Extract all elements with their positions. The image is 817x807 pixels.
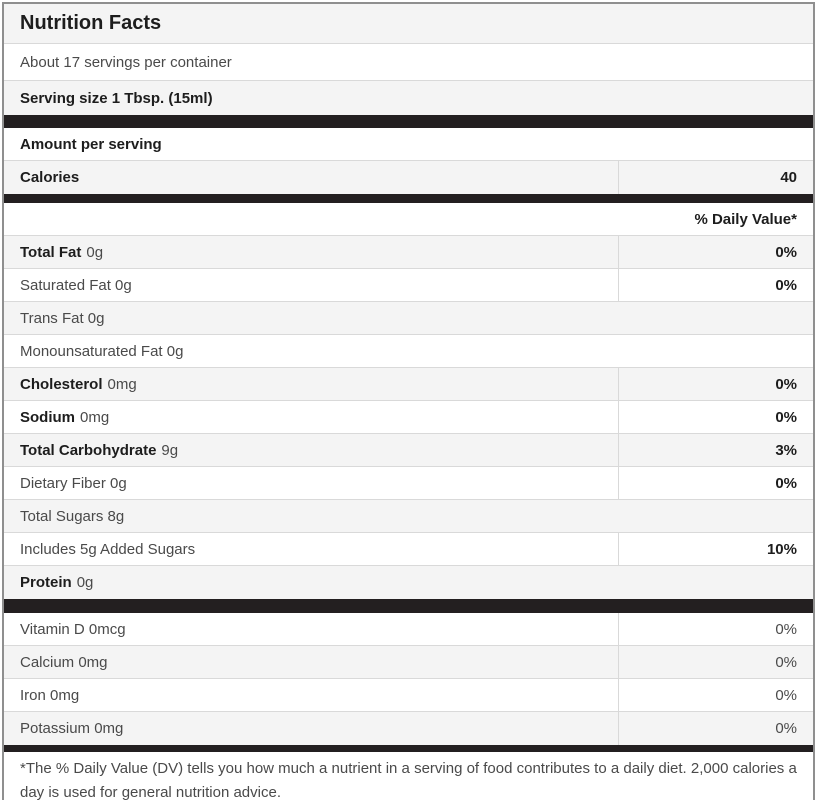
nutrient-amount: 0g [86, 243, 104, 261]
page-title: Nutrition Facts [20, 12, 162, 34]
nutrient-daily-value: 0% [618, 368, 813, 400]
calories-value: 40 [618, 161, 813, 194]
nutrient-row-cholesterol [4, 368, 813, 401]
calories-row [4, 161, 813, 194]
section-divider-bar [4, 745, 813, 752]
nutrition-facts-panel [2, 2, 815, 800]
nutrient-label [4, 269, 618, 301]
nutrient-row-total-sugars [4, 500, 813, 533]
nutrient-amount: 9g [161, 441, 179, 459]
serving-size-row [4, 81, 813, 115]
nutrient-amount: 0g [76, 574, 94, 591]
micronutrient-row-potassium [4, 712, 813, 745]
micronutrient-row-vitamin-d [4, 613, 813, 646]
nutrient-name: Cholesterol [20, 375, 103, 393]
nutrient-row-trans-fat [4, 302, 813, 335]
nutrient-label [4, 236, 618, 268]
amount-per-serving-text: Amount per serving [20, 135, 162, 153]
nutrient-amount: Trans Fat 0g [20, 309, 105, 327]
section-divider-bar [4, 194, 813, 203]
servings-per-container-text: About 17 servings per container [20, 53, 232, 71]
nutrient-row-dietary-fiber [4, 467, 813, 500]
micronutrient-row-iron [4, 679, 813, 712]
nutrient-label [4, 467, 618, 499]
nutrient-label [4, 500, 813, 532]
daily-value-header-row [4, 203, 813, 236]
nutrient-row-total-fat [4, 236, 813, 269]
servings-per-container-row [4, 44, 813, 81]
micronutrient-daily-value: 0% [618, 679, 813, 711]
nutrient-label [4, 401, 618, 433]
nutrient-amount: Dietary Fiber 0g [20, 474, 127, 492]
nutrient-label [4, 434, 618, 466]
nutrient-name: Total Carbohydrate [20, 441, 157, 459]
nutrient-label [4, 368, 618, 400]
nutrient-row-total-carbohydrate [4, 434, 813, 467]
micronutrient-label: Calcium 0mg [20, 653, 108, 671]
micronutrient-daily-value: 0% [618, 712, 813, 745]
micronutrient-daily-value: 0% [618, 646, 813, 678]
micronutrient-label: Potassium 0mg [20, 720, 124, 737]
nutrient-daily-value: 0% [618, 401, 813, 433]
daily-value-header-text: % Daily Value* [694, 210, 797, 228]
nutrient-daily-value: 0% [618, 236, 813, 268]
section-divider-bar [4, 599, 813, 613]
nutrient-label [4, 566, 813, 599]
nutrient-amount: Total Sugars 8g [20, 507, 125, 525]
daily-value-footnote-row [4, 752, 813, 807]
nutrient-name: Protein [20, 574, 72, 591]
nutrient-amount: 0mg [107, 375, 137, 393]
micronutrient-row-calcium [4, 646, 813, 679]
section-divider-bar [4, 115, 813, 128]
nutrient-name: Total Fat [20, 243, 82, 261]
nutrition-facts-header-row [4, 4, 813, 44]
nutrient-daily-value: 10% [618, 533, 813, 565]
calories-label: Calories [20, 169, 80, 186]
nutrient-daily-value: 3% [618, 434, 813, 466]
micronutrient-daily-value: 0% [618, 613, 813, 645]
serving-size-text: Serving size 1 Tbsp. (15ml) [20, 89, 213, 107]
amount-per-serving-row [4, 128, 813, 161]
nutrient-daily-value: 0% [618, 467, 813, 499]
nutrient-amount: Saturated Fat 0g [20, 276, 132, 294]
nutrient-label [4, 335, 813, 367]
nutrient-amount: Includes 5g Added Sugars [20, 540, 196, 558]
nutrient-row-monounsaturated-fat [4, 335, 813, 368]
nutrient-name: Sodium [20, 408, 75, 426]
micronutrient-label: Vitamin D 0mcg [20, 620, 126, 638]
daily-value-footnote-text: *The % Daily Value (DV) tells you how much a nutrient in a serving of food contributes to a daily diet. 2,000 calories a day is used for general nutrition advice. [20, 760, 797, 801]
nutrient-daily-value: 0% [618, 269, 813, 301]
nutrient-row-sodium [4, 401, 813, 434]
nutrient-amount: 0mg [80, 408, 110, 426]
micronutrient-label: Iron 0mg [20, 686, 80, 704]
nutrient-label [4, 302, 813, 334]
nutrient-row-added-sugars [4, 533, 813, 566]
nutrient-row-protein [4, 566, 813, 599]
nutrient-row-saturated-fat [4, 269, 813, 302]
nutrient-label [4, 533, 618, 565]
nutrient-amount: Monounsaturated Fat 0g [20, 342, 184, 360]
